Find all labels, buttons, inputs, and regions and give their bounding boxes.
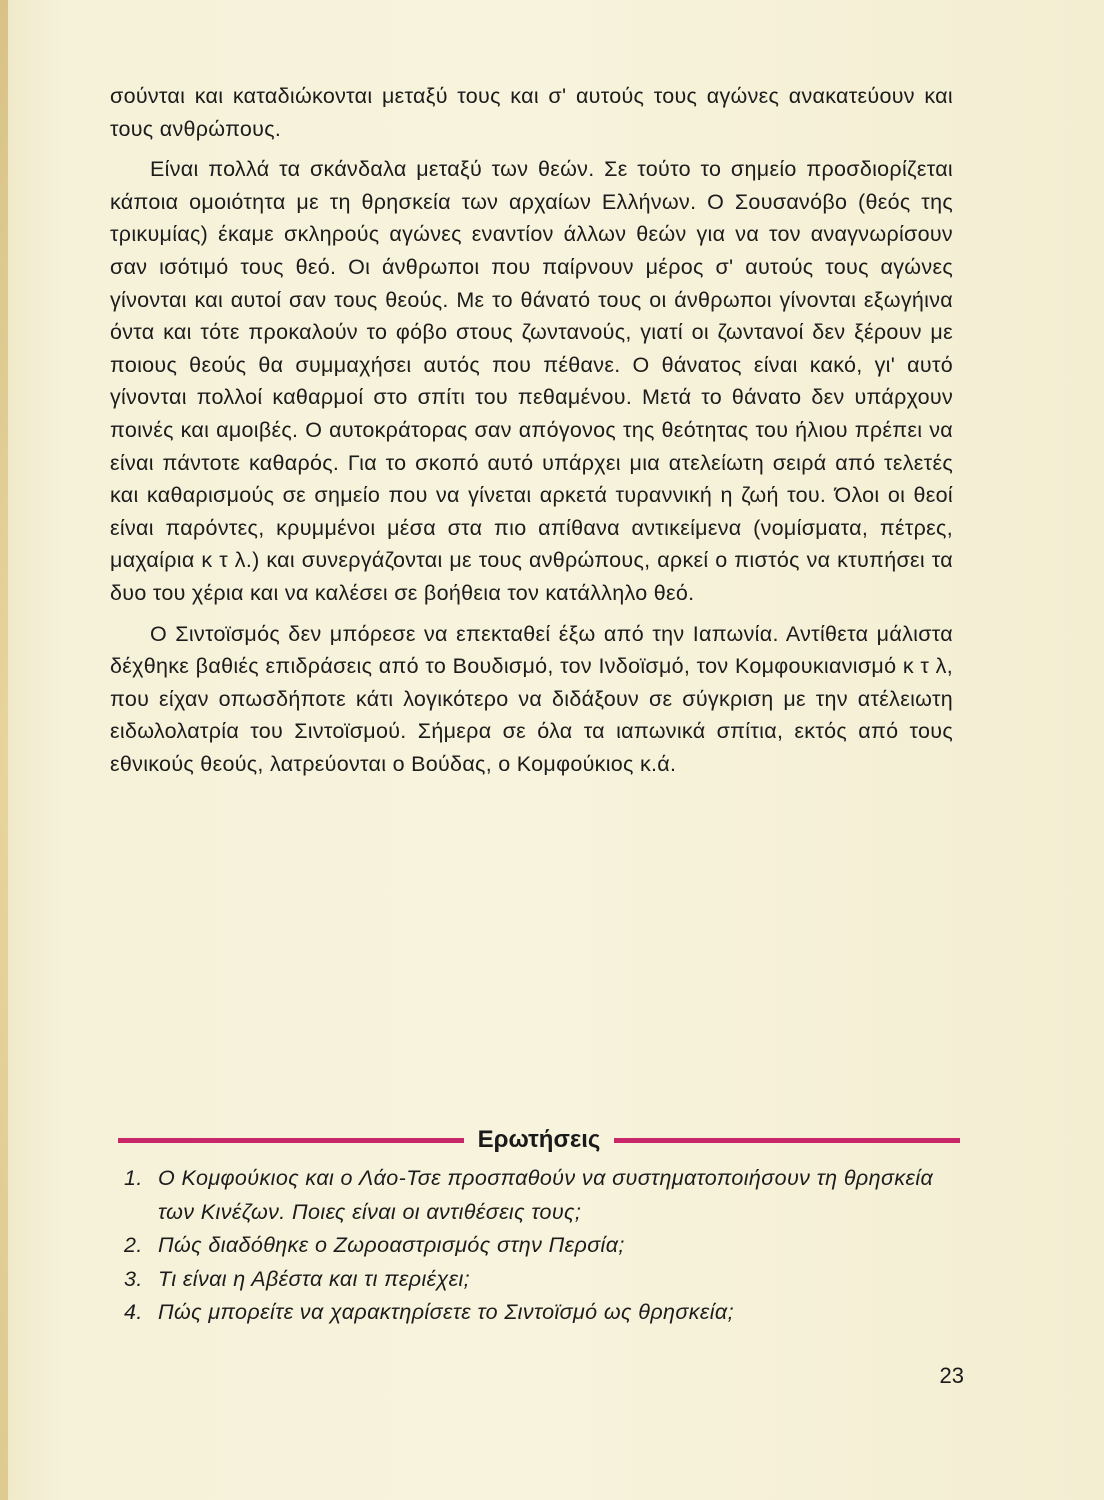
right-rule — [614, 1138, 960, 1143]
question-number: 2. — [124, 1233, 143, 1257]
question-text: Πώς μπορείτε να χαρακτηρίσετε το Σιντοϊσμό ως θρησκεία; — [158, 1300, 734, 1324]
question-item — [124, 1229, 964, 1263]
question-item — [124, 1263, 964, 1297]
question-number: 3. — [124, 1266, 143, 1291]
page-number: 23 — [939, 1363, 964, 1388]
body-text — [110, 80, 953, 788]
question-item — [124, 1162, 964, 1229]
left-rule — [118, 1138, 464, 1143]
question-number: 1. — [124, 1166, 143, 1190]
questions-title: Ερωτήσεις — [477, 1126, 601, 1153]
questions-header — [118, 1120, 960, 1160]
question-text: Πώς διαδόθηκε ο Ζωροαστρισμός στην Περσία; — [158, 1233, 625, 1257]
paragraph-scandals: Είναι πολλά τα σκάνδαλα μεταξύ των θεών. Σε τούτο το σημείο προσδιορίζεται κάποια ομοιότητα με τη θρησκεία των αρχαίων Ελλήνων. Ο Σουσανόβο (θεός της τρικυμίας) έκαμε σκληρούς αγώνες εναντίον άλλων θεών για να τον αναγνωρίσουν σαν ισότιμό τους θεό. Οι άνθρωποι που παίρνουν μέρος σ' αυτούς τους αγώνες γίνονται και αυτοί σαν τους θεούς. Με το θάνατό τους οι άνθρωποι γίνονται εξωγήινα όντα και τότε προκαλούν το φόβο στους ζωντανούς, γιατί οι ζωντανοί δεν ξέρουν με ποιους θεούς θα συμμαχήσει αυτός που πέθανε. Ο θάνατος είναι κακό, γι' αυτό γίνονται πολλοί καθαρμοί στο σπίτι του πεθαμένου. Μετά το θάνατο δεν υπάρχουν ποινές και αμοιβές. Ο αυτοκράτορας σαν απόγονος της θεότητας του ήλιου πρέπει να είναι πάντοτε καθαρός. Για το σκοπό αυτό υπάρχει μια ατελείωτη σειρά από τελετές και καθαρισμούς σε σημείο που να γίνεται αρκετά τυραννική η ζωή του. Όλοι οι θεοί είναι παρόντες, κρυμμένοι μέσα στα πιο απίθανα αντικείμενα (νομίσματα, πέτρες, μαχαίρια κ τ λ.) και συνεργάζονται με τους ανθρώπους, αρκεί ο πιστός να κτυπήσει τα δυο του χέρια και να καλέσει σε βοήθεια τον κατάλληλο θεό. — [110, 157, 953, 605]
page-edge — [0, 0, 8, 1500]
paragraph-continuation: σούνται και καταδιώκονται μεταξύ τους και σ' αυτούς τους αγώνες ανακατεύουν και τους ανθρώπους. — [110, 84, 953, 141]
questions-list — [124, 1162, 964, 1330]
question-text: Ο Κομφούκιος και ο Λάο-Τσε προσπαθούν να συστηματοποιήσουν τη θρησκεία των Κινέζων. Ποιες είναι οι αντιθέσεις τους; — [158, 1166, 934, 1224]
question-text: Τι είναι η Αβέστα και τι περιέχει; — [158, 1266, 471, 1291]
paragraph-shintoism: Ο Σιντοϊσμός δεν μπόρεσε να επεκταθεί έξω από την Ιαπωνία. Αντίθετα μάλιστα δέχθηκε βαθιές επιδράσεις από το Βουδισμό, τον Ινδοϊσμό, τον Κομφουκιανισμό κ τ λ, που είχαν οπωσδήποτε κάτι λογικότερο να διδάξουν σε σύγκριση με την ατέλειωτη ειδωλολατρία του Σιντοϊσμού. Σήμερα σε όλα τα ιαπωνικά σπίτια, εκτός από τους εθνικούς θεούς, λατρεύονται ο Βούδας, ο Κομφούκιος κ.ά. — [110, 621, 953, 776]
question-number: 4. — [124, 1300, 143, 1324]
question-item — [124, 1296, 964, 1330]
